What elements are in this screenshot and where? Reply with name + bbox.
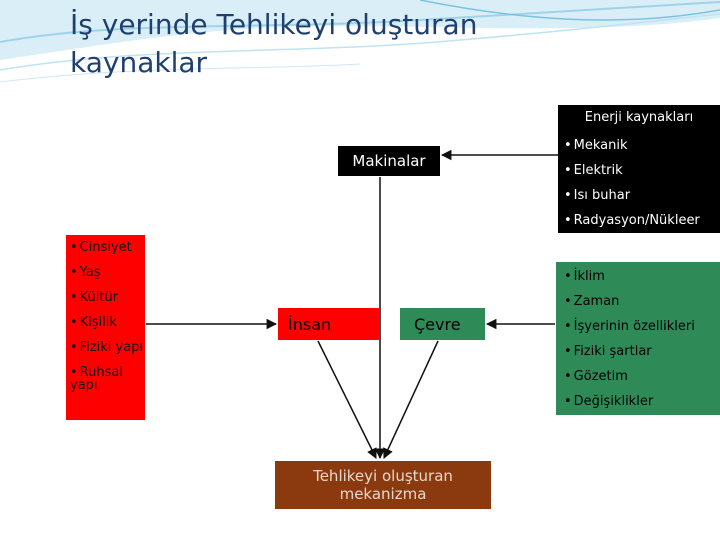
- list-item: • Kişilik: [70, 316, 145, 329]
- arrow-cevre-to-mechanism: [384, 341, 438, 458]
- list-item: • Gözetim: [564, 364, 720, 389]
- arrow-insan-to-mechanism: [318, 341, 376, 458]
- environment-factors-list: [564, 264, 720, 414]
- list-item: • İşyerinin özellikleri: [564, 314, 720, 339]
- list-item: • Elektrik: [564, 158, 714, 183]
- hazard-mechanism-box: Tehlikeyi oluşturan mekanizma: [275, 461, 491, 509]
- list-item: • Kültür: [70, 291, 145, 304]
- title-line-2: kaynaklar: [70, 46, 208, 79]
- list-item: • İklim: [564, 264, 720, 289]
- list-item: • Zaman: [564, 289, 720, 314]
- energy-sources-box: [558, 105, 720, 233]
- list-item: • Fiziki yapı: [70, 341, 145, 354]
- list-item: • Isı buhar: [564, 183, 714, 208]
- machines-box: Makinalar: [338, 146, 440, 176]
- list-item: • Cinsiyet: [70, 241, 145, 254]
- list-item: • Ruhsal yapı: [70, 366, 145, 392]
- environment-box: Çevre: [400, 308, 485, 340]
- list-item: • Fiziki şartlar: [564, 339, 720, 364]
- title-line-1: İş yerinde Tehlikeyi oluşturan: [70, 8, 478, 41]
- list-item: • Mekanik: [564, 133, 714, 158]
- list-item: • Yaş: [70, 266, 145, 279]
- energy-sources-heading: Enerji kaynakları: [584, 110, 694, 125]
- list-item: • Radyasyon/Nükleer: [564, 208, 714, 233]
- environment-factors-box: [556, 262, 720, 415]
- human-box: İnsan: [278, 308, 379, 340]
- person-factors-list: [70, 241, 145, 392]
- energy-sources-list: [564, 133, 714, 233]
- list-item: • Değişiklikler: [564, 389, 720, 414]
- person-factors-box: [66, 235, 145, 420]
